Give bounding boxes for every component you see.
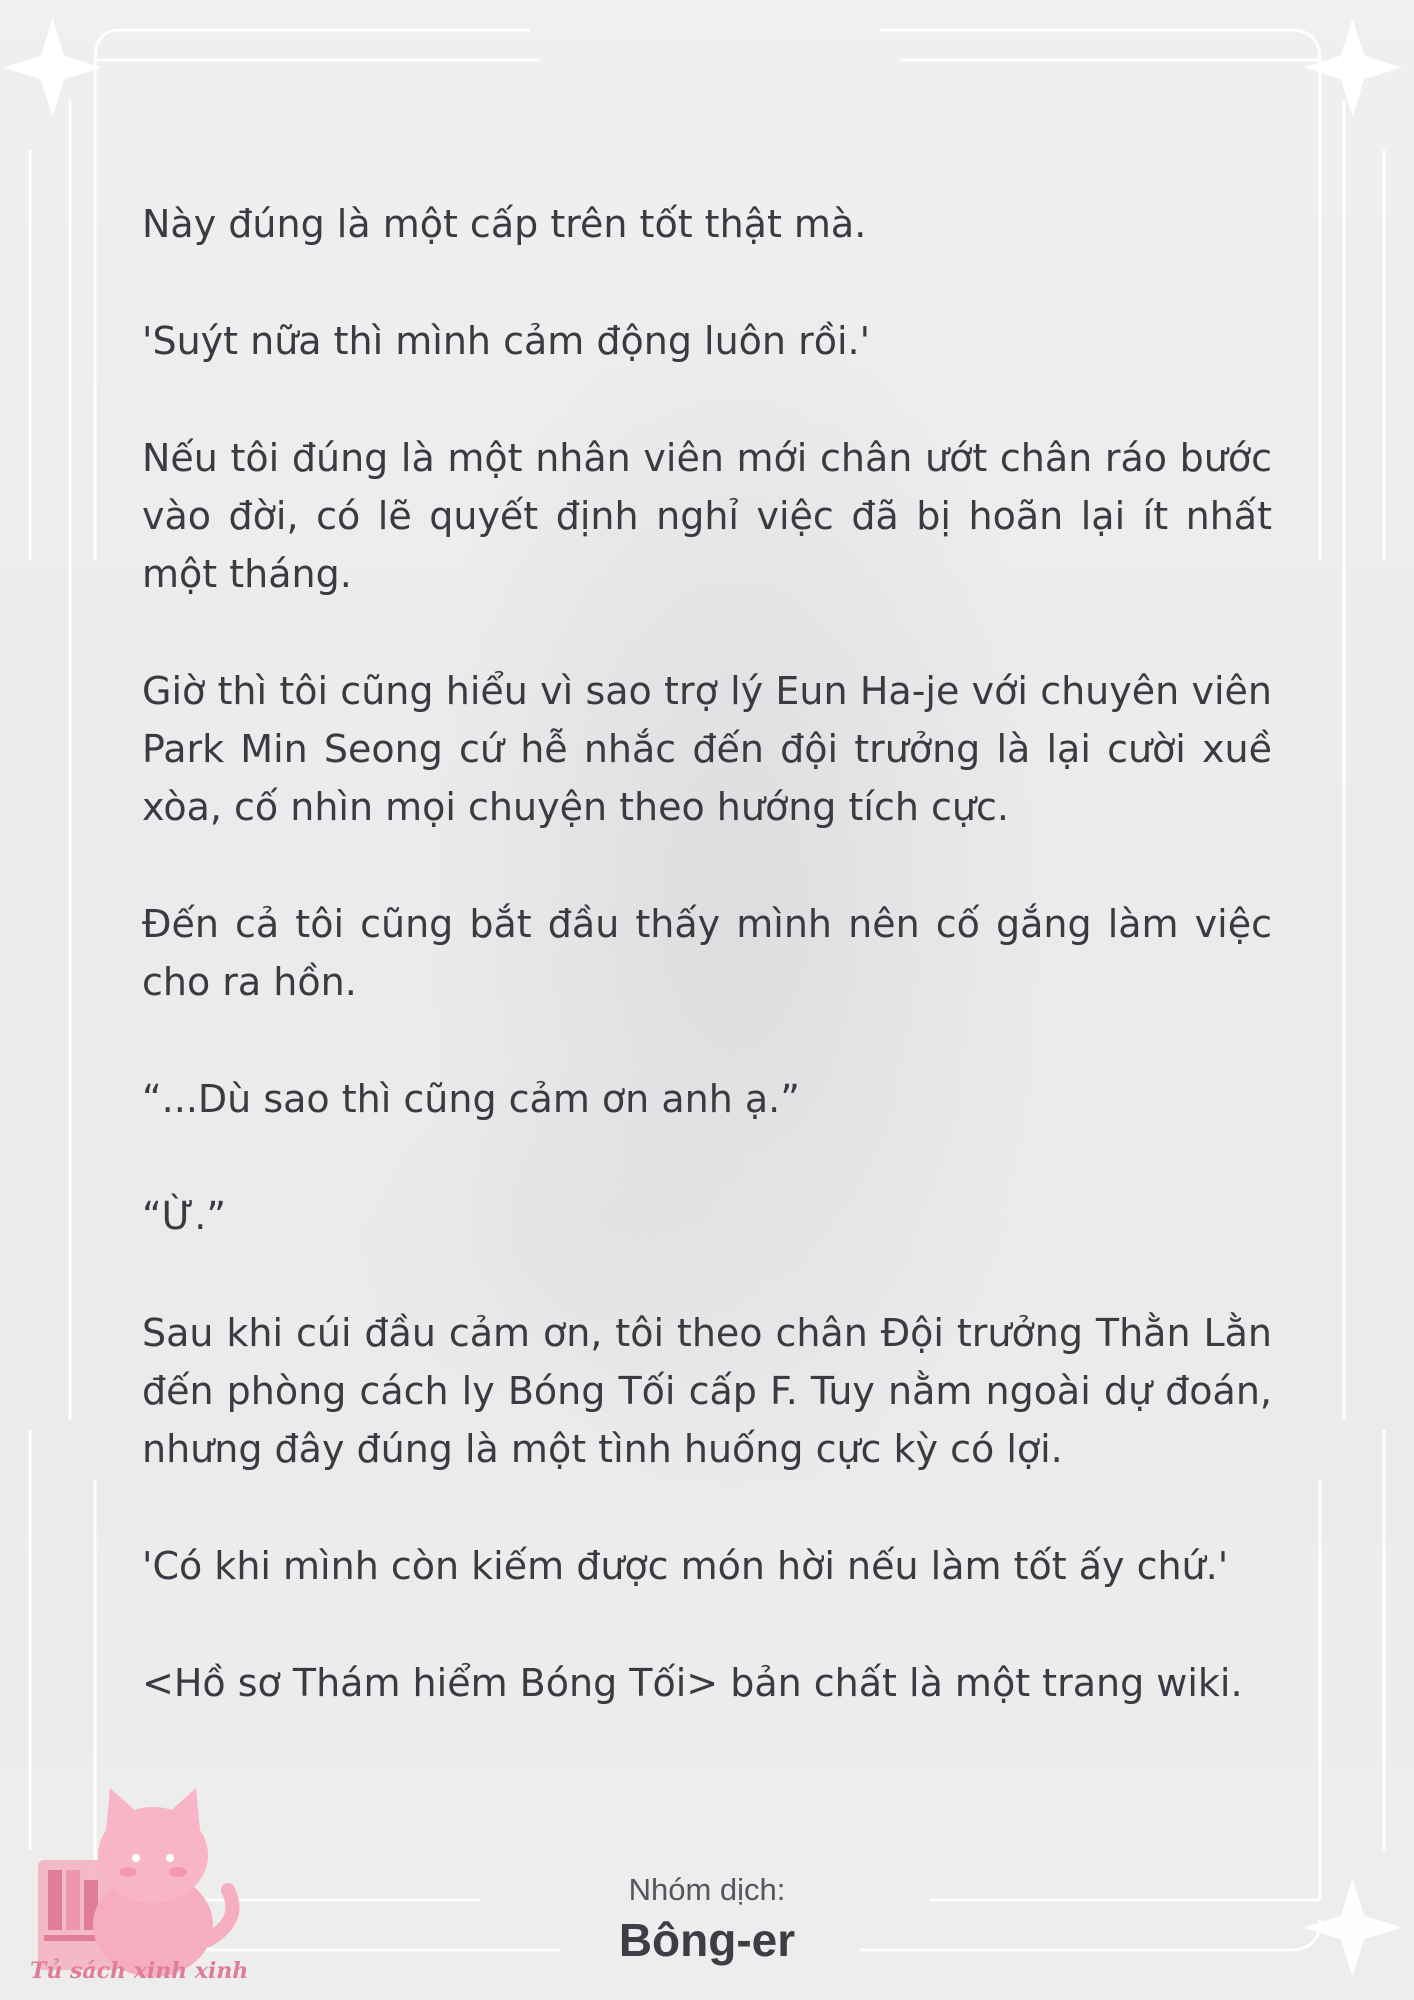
story-text — [142, 195, 1272, 1771]
pink-cat-bookshelf-icon — [28, 1770, 248, 1990]
paragraph: Đến cả tôi cũng bắt đầu thấy mình nên cố gắng làm việc cho ra hồn. — [142, 902, 1272, 1004]
paragraph: 'Suýt nữa thì mình cảm động luôn rồi.' — [142, 319, 871, 363]
translator-credit-label: Nhóm dịch: — [628, 1872, 786, 1907]
paragraph: Này đúng là một cấp trên tốt thật mà. — [142, 202, 867, 246]
paragraph: Nếu tôi đúng là một nhân viên mới chân ướt chân ráo bước vào đời, có lẽ quyết định nghỉ việc đã bị hoãn lại ít nhất một tháng. — [142, 436, 1272, 596]
logo-caption: Tủ sách xinh xinh — [30, 1958, 249, 1984]
paragraph: Sau khi cúi đầu cảm ơn, tôi theo chân Đội trưởng Thằn Lằn đến phòng cách ly Bóng Tối cấp F. Tuy nằm ngoài dự đoán, nhưng đây đúng là một tình huống cực kỳ có lợi. — [142, 1311, 1272, 1471]
translator-credit-name: Bông-er — [618, 1914, 796, 1966]
paragraph: Giờ thì tôi cũng hiểu vì sao trợ lý Eun Ha-je với chuyên viên Park Min Seong cứ hễ nhắc đến đội trưởng là lại cười xuề xòa, cố nhìn mọi chuyện theo hướng tích cực. — [142, 669, 1272, 829]
paragraph: “...Dù sao thì cũng cảm ơn anh ạ.” — [142, 1077, 800, 1121]
paragraph: “Ừ.” — [142, 1194, 227, 1238]
paragraph: 'Có khi mình còn kiếm được món hời nếu làm tốt ấy chứ.' — [142, 1544, 1229, 1588]
paragraph: <Hồ sơ Thám hiểm Bóng Tối> bản chất là một trang wiki. — [142, 1661, 1243, 1705]
